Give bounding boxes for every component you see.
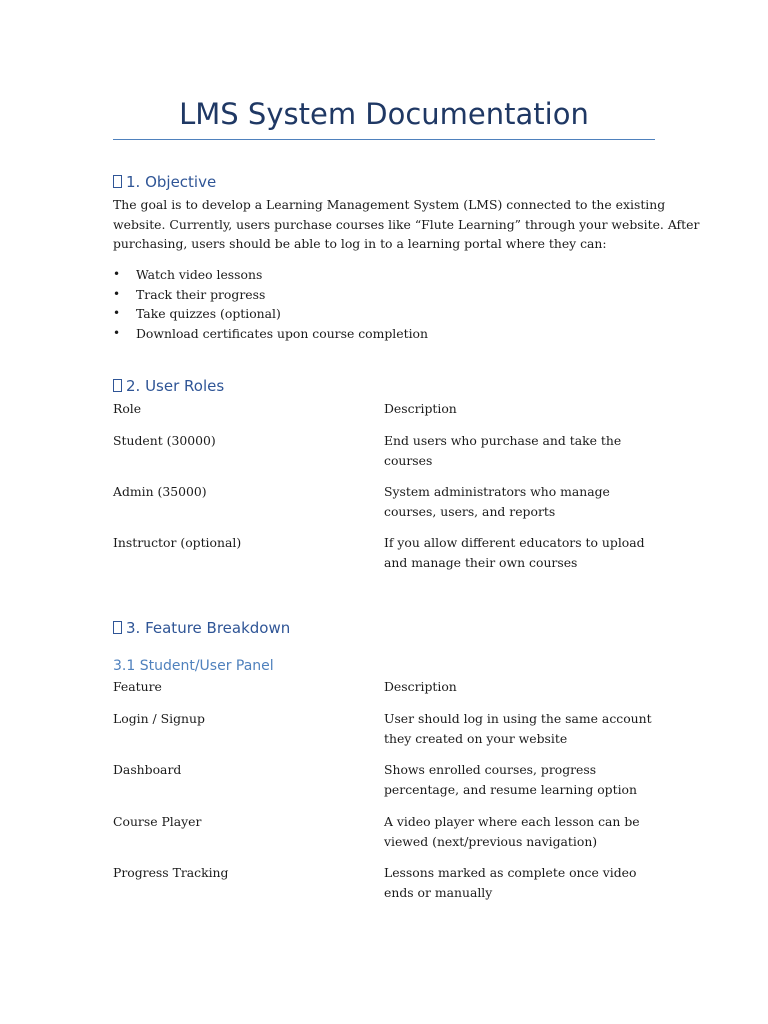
paragraph-line: website. Currently, users purchase courses like “Flute Learning” through your website. After bbox=[113, 216, 700, 232]
paragraph-line: purchasing, users should be able to log in to a learning portal where they can: bbox=[113, 236, 607, 251]
bullet-icon: • bbox=[113, 286, 121, 301]
table-cell: Instructor (optional) bbox=[113, 535, 242, 550]
table-cell: Admin (35000) bbox=[113, 484, 207, 499]
table-cell: User should log in using the same account they created on your website bbox=[384, 711, 652, 746]
objective-bullet-list bbox=[113, 265, 658, 343]
emoji-placeholder-icon bbox=[113, 175, 122, 188]
table-cell: Lessons marked as complete once video ends or manually bbox=[384, 865, 637, 900]
table-cell: If you allow different educators to upload and manage their own courses bbox=[384, 535, 645, 570]
list-item: • Track their progress bbox=[113, 285, 658, 305]
section-heading-feature-breakdown bbox=[113, 618, 290, 638]
subsection-heading: 3.1 Student/User Panel bbox=[113, 658, 274, 674]
emoji-placeholder-icon bbox=[113, 379, 122, 392]
table-header-cell: Feature bbox=[113, 679, 162, 694]
section-heading-text: 2. User Roles bbox=[126, 377, 225, 395]
table-header-cell: Description bbox=[384, 679, 457, 694]
table-header-cell: Description bbox=[384, 401, 457, 416]
section-heading-text: 1. Objective bbox=[126, 173, 217, 191]
table-cell: Shows enrolled courses, progress percentage, and resume learning option bbox=[384, 762, 637, 797]
table-cell: Dashboard bbox=[113, 762, 182, 777]
section-heading-user-roles bbox=[113, 376, 224, 396]
table-cell: Student (30000) bbox=[113, 433, 216, 448]
table-cell: Course Player bbox=[113, 814, 202, 829]
document-title: LMS System Documentation bbox=[179, 97, 589, 131]
list-item: • Take quizzes (optional) bbox=[113, 304, 658, 324]
table-cell: Login / Signup bbox=[113, 711, 205, 726]
table-cell: System administrators who manage courses, users, and reports bbox=[384, 484, 610, 519]
table-header-cell: Role bbox=[113, 401, 142, 416]
table-cell: End users who purchase and take the courses bbox=[384, 433, 622, 468]
section-heading-text: 3. Feature Breakdown bbox=[126, 619, 291, 637]
table-cell: Progress Tracking bbox=[113, 865, 229, 880]
section-heading-objective bbox=[113, 172, 216, 192]
bullet-icon: • bbox=[113, 306, 121, 320]
bullet-icon: • bbox=[113, 325, 121, 340]
list-item: • Download certificates upon course completion bbox=[113, 324, 658, 344]
title-underline bbox=[113, 139, 655, 140]
bullet-icon: • bbox=[113, 267, 121, 281]
emoji-placeholder-icon bbox=[113, 621, 122, 634]
paragraph-line: The goal is to develop a Learning Management System (LMS) connected to the existing bbox=[113, 197, 666, 212]
objective-paragraph bbox=[113, 195, 700, 254]
table-cell: A video player where each lesson can be viewed (next/previous navigation) bbox=[384, 814, 640, 849]
list-item: • Watch video lessons bbox=[113, 265, 658, 285]
